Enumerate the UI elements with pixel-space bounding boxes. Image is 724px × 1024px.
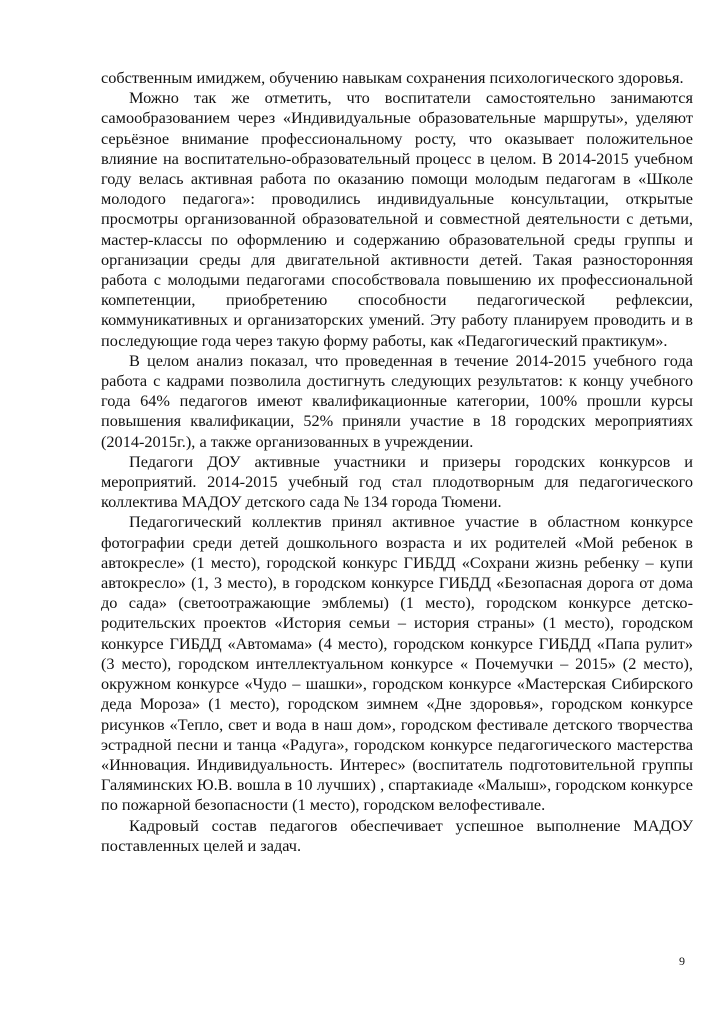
- page-number: 9: [679, 954, 685, 968]
- paragraph-contest-participants: Педагоги ДОУ активные участники и призеры городских конкурсов и мероприятий. 2014-2015 учебный год стал плодотворным для педагогического коллектива МАДОУ детского сада № 134 города Тюмени.: [101, 451, 693, 512]
- paragraph-continuation: собственным имиджем, обучению навыкам сохранения психологического здоровья.: [101, 68, 684, 87]
- paragraph-analysis-results: В целом анализ показал, что проведенная в течение 2014-2015 учебного года работа с кадрами позволила достигнуть следующих результатов: к концу учебного года 64% педагогов имеют квалификационные категории, 100% прошли курсы повышения квалификации, 52% приняли участие в 18 городских мероприятиях (2014-2015г.), а также организованных в учреждении.: [101, 350, 693, 451]
- paragraph-conclusion: Кадровый состав педагогов обеспечивает успешное выполнение МАДОУ поставленных целей и задач.: [101, 815, 693, 855]
- paragraph-self-education: Можно так же отметить, что воспитатели самостоятельно занимаются самообразованием через «Индивидуальные образовательные маршруты», уделяют серьёзное внимание профессиональному росту, что оказывает положительное влияние на воспитательно-образовательный процесс в целом. В 2014-2015 учебном году велась активная работа по оказанию помощи молодым педагогам в «Школе молодого педагога»: проводились индивидуальные консультации, открытые просмотры организованной образовательной и совместной деятельности с детьми, мастер-классы по оформлению и содержанию образовательной среды группы и организации среды для двигательной активности детей. Такая разносторонняя работа с молодыми педагогами способствовала повышению их профессиональной компетенции, приобретению способности педагогической рефлексии, коммуникативных и организаторских умений. Эту работу планируем проводить и в последующие года через такую форму работы, как «Педагогический практикум».: [101, 88, 693, 350]
- document-page: [101, 68, 693, 856]
- paragraph-contest-list: Педагогический коллектив принял активное участие в областном конкурсе фотографии среди детей дошкольного возраста и их родителей «Мой ребенок в автокресле» (1 место), городской конкурс ГИБДД «Сохрани жизнь ребенку – купи автокресло» (1, 3 место), в городском конкурсе ГИБДД «Безопасная дорога от дома до сада» (светоотражающие эмблемы) (1 место), городском конкурсе детско- родительских проектов «История семьи – история страны» (1 место), городском конкурсе ГИБДД «Автомама» (4 место), городском конкурсе ГИБДД «Папа рулит» (3 место), городском интеллектуальном конкурсе « Почемучки – 2015» (2 место), окружном конкурсе «Чудо – шашки», городском конкурсе «Мастерская Сибирского деда Мороза» (1 место), городском зимнем «Дне здоровья», городском конкурсе рисунков «Тепло, свет и вода в наш дом», городском фестивале детского творчества эстрадной песни и танца «Радуга», городском конкурсе педагогического мастерства «Инновация. Индивидуальность. Интерес» (воспитатель подготовительной группы Галяминских Ю.В. вошла в 10 лучших) , спартакиаде «Малыш», городском конкурсе по пожарной безопасности (1 место), городском велофестивале.: [101, 512, 693, 815]
